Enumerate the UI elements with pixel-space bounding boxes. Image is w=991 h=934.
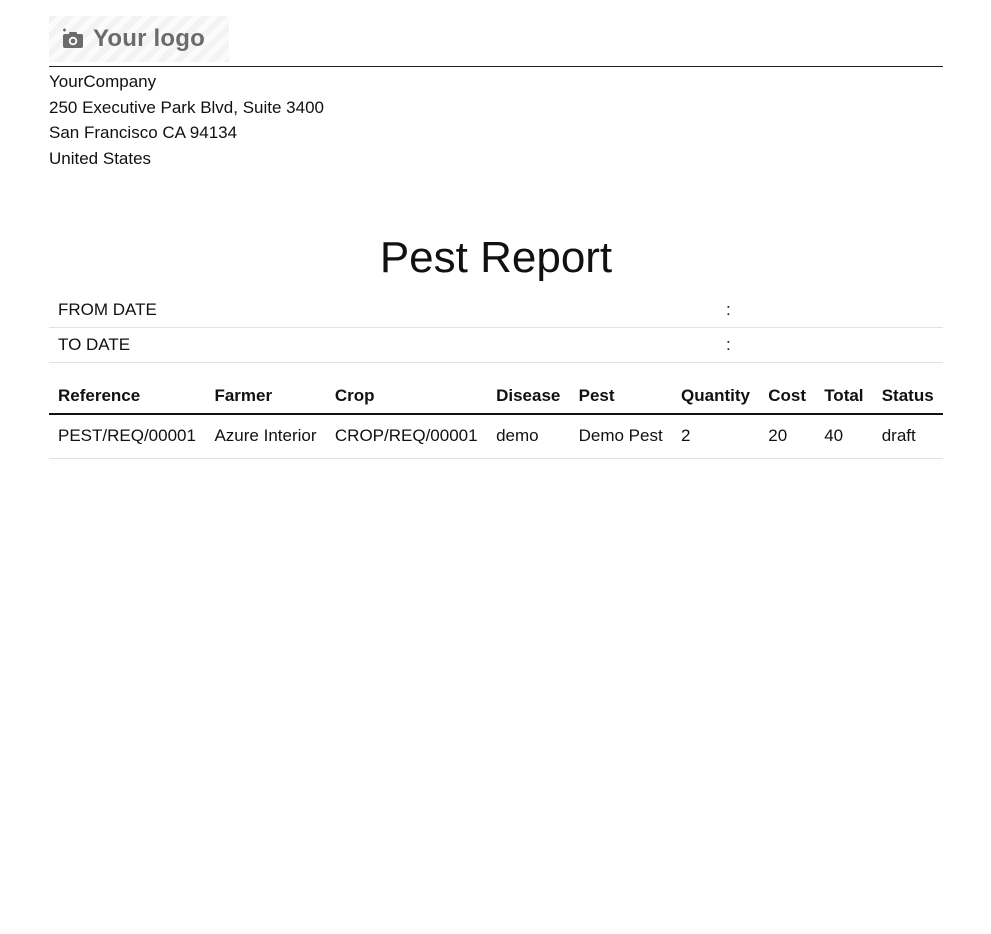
column-header-status: Status [873,380,943,414]
from-date-label: FROM DATE [58,300,157,319]
date-range [49,293,943,363]
column-header-disease: Disease [487,380,570,414]
cell-crop: CROP/REQ/00001 [326,414,487,459]
company-city: San Francisco CA 94134 [49,123,238,142]
from-date-separator: : [726,300,731,319]
cell-status: draft [873,414,943,459]
to-date-row [49,328,943,363]
to-date-separator: : [726,335,731,354]
company-country: United States [49,148,152,168]
company-logo [49,16,229,62]
page-title: Pest Report [379,233,613,282]
company-street: 250 Executive Park Blvd, Suite 3400 [49,97,324,117]
column-header-reference: Reference [49,380,205,414]
to-date-label: TO DATE [58,335,131,354]
logo-text: Your logo [93,25,206,52]
report-header [49,0,943,67]
table-header-row [49,380,943,414]
table-row [49,414,943,459]
camera-add-icon [59,25,87,53]
column-header-crop: Crop [326,380,487,414]
cell-disease: demo [487,414,570,459]
company-name: YourCompany [49,72,157,91]
column-header-farmer: Farmer [205,380,325,414]
column-header-total: Total [815,380,873,414]
column-header-quantity: Quantity [672,380,759,414]
column-header-pest: Pest [570,380,672,414]
cell-cost: 20 [759,414,815,459]
cell-total: 40 [815,414,873,459]
report-page [49,0,943,445]
column-header-cost: Cost [759,380,815,414]
from-date-row [49,293,943,328]
company-address [49,69,943,171]
cell-farmer: Azure Interior [205,414,325,459]
cell-quantity: 2 [672,414,759,459]
cell-pest: Demo Pest [570,414,672,459]
pest-report-table [49,380,943,459]
cell-reference: PEST/REQ/00001 [49,414,205,459]
